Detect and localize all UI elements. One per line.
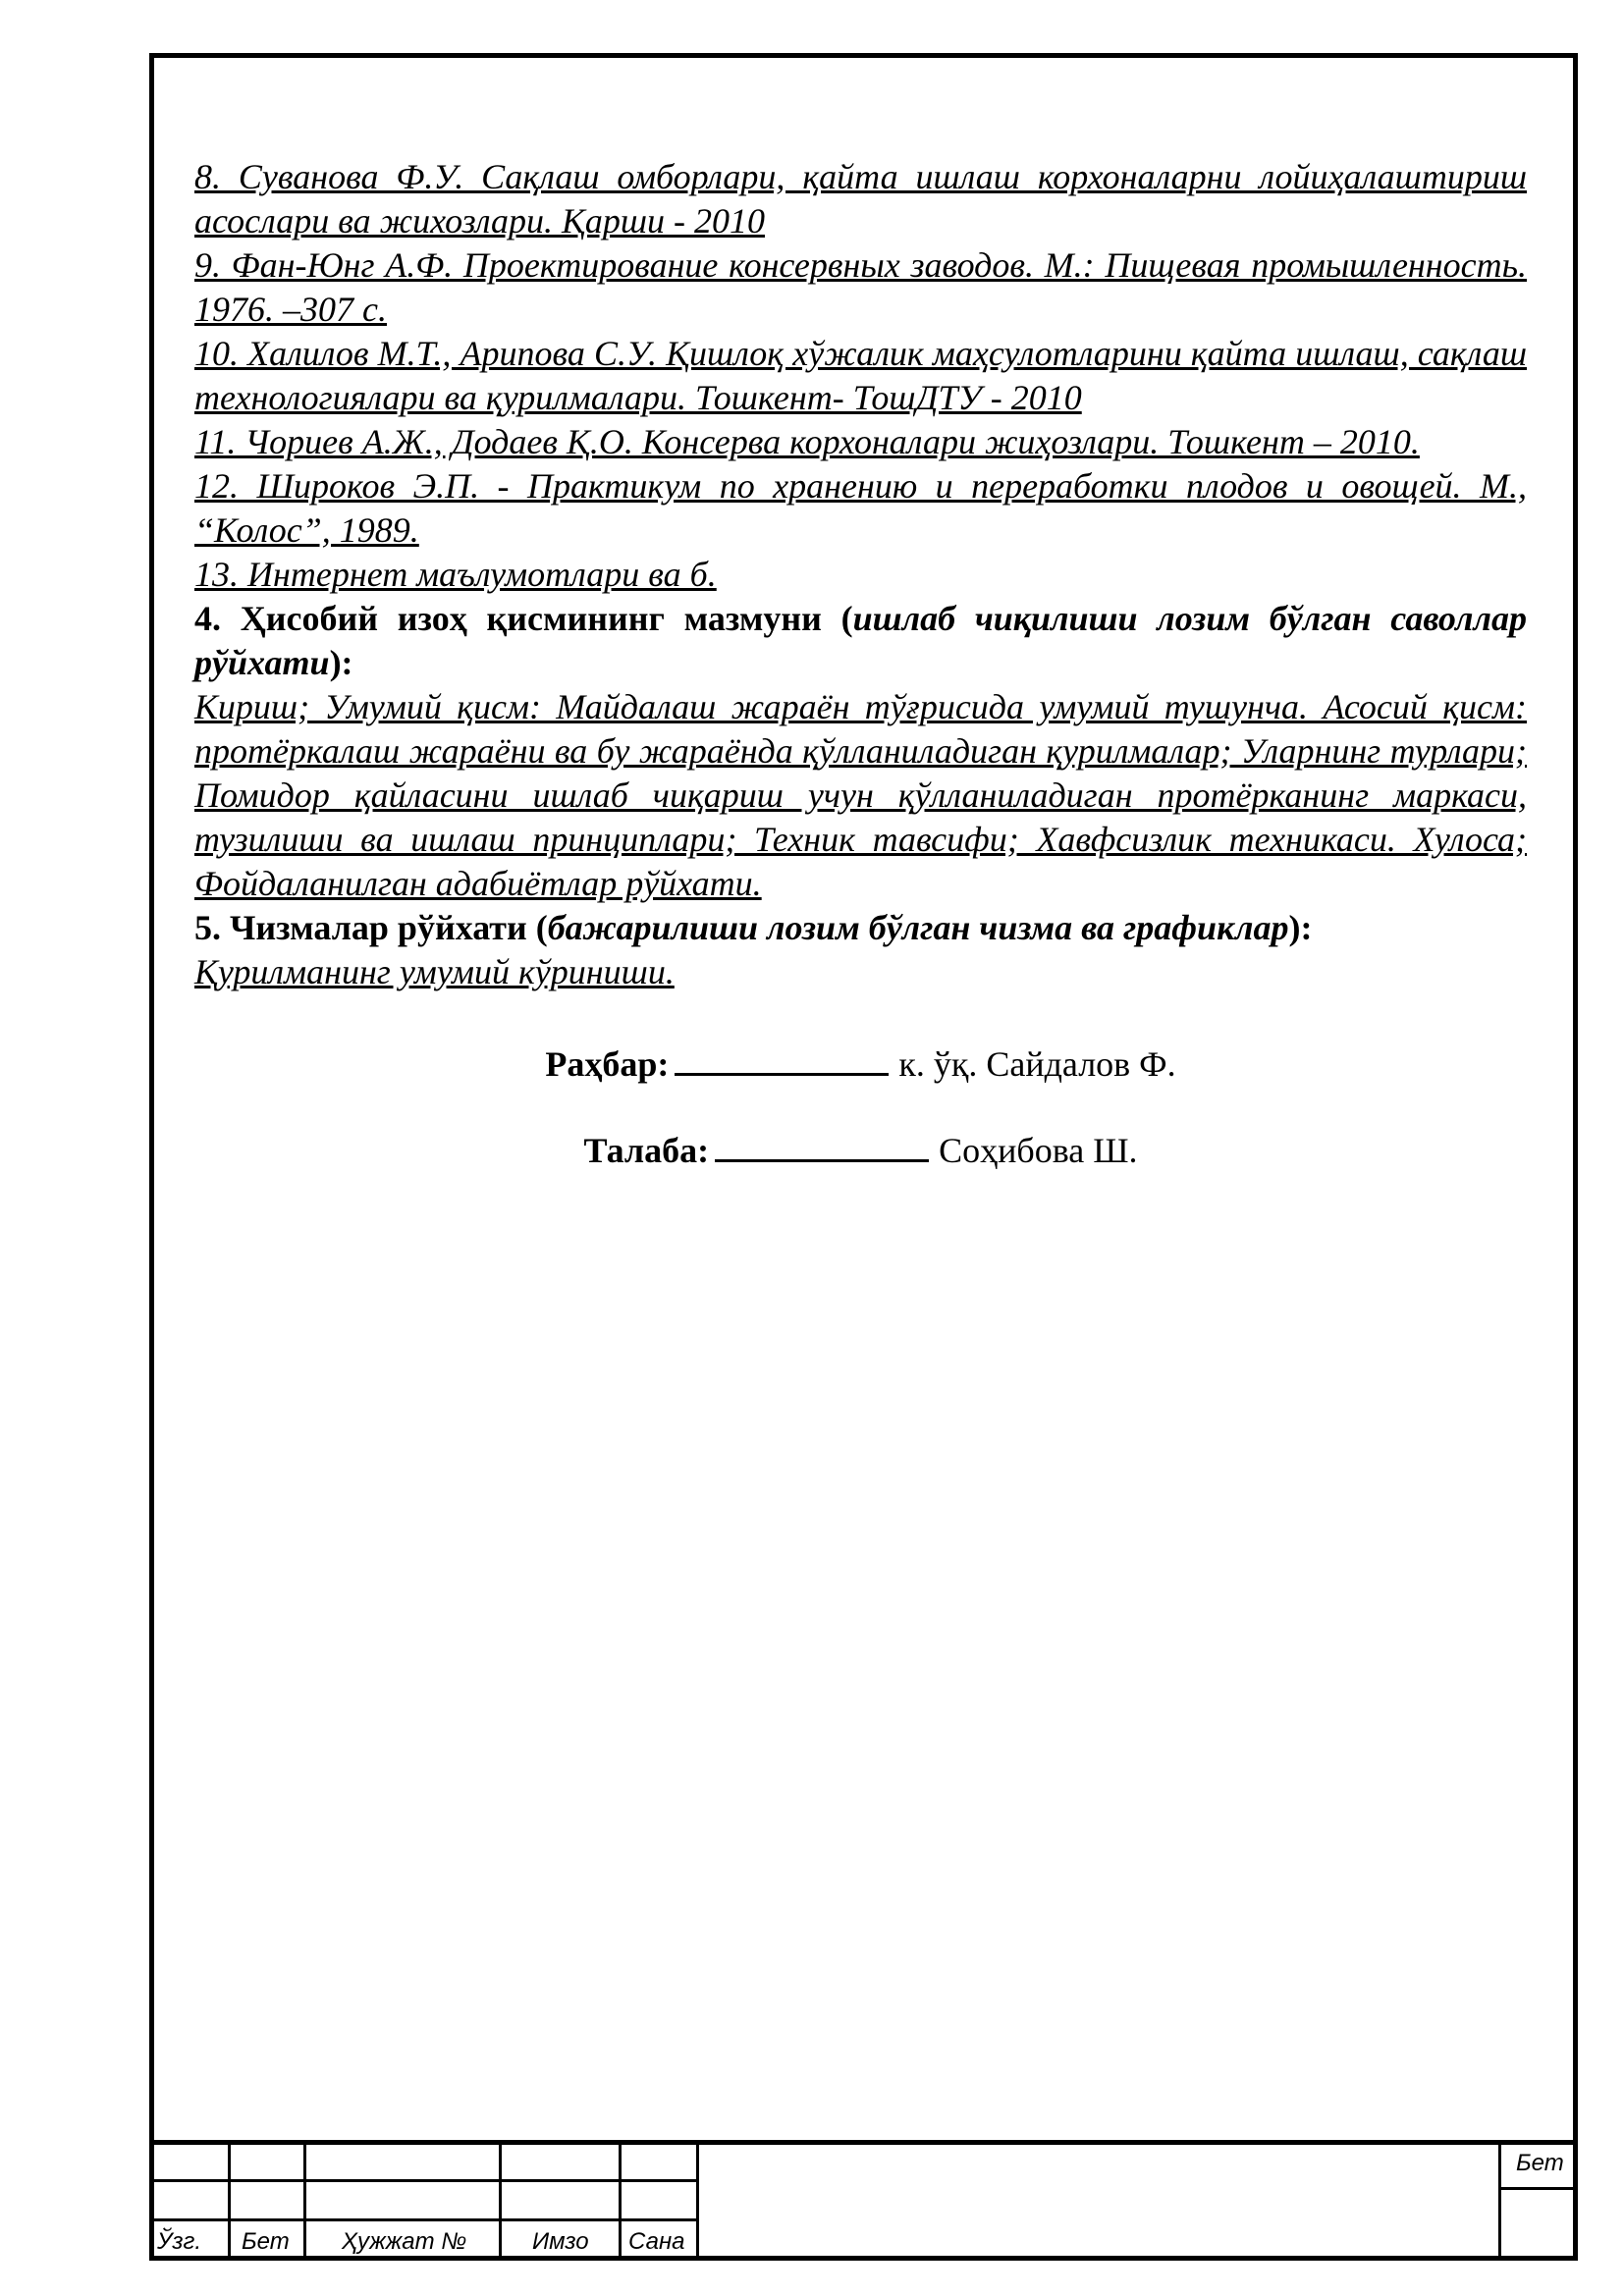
stamp-col-line-2 [303,2140,306,2261]
stamp-label-signature: Имзо [532,2228,589,2255]
stamp-col-line-6 [1498,2140,1501,2261]
reference-item-11: 11. Чориев А.Ж., Додаев Қ.О. Консерва корхоналари жиҳозлари. Тошкент – 2010. [194,422,1420,461]
stamp-label-document-no: Ҳужжат № [342,2228,467,2255]
stamp-label-date: Сана [628,2228,685,2255]
stamp-col-line-4 [619,2140,622,2261]
student-signature-line [715,1128,929,1162]
section-5-heading [194,906,1527,950]
reference-item-13: 13. Интернет маълумотлари ва б. [194,555,717,594]
signature-block [194,1041,1527,1173]
section-5-heading-italic: бажарилиши лозим бўлган чизма ва графиклар [547,908,1289,947]
student-label: Талаба: [583,1131,710,1170]
supervisor-signature-line [675,1041,889,1076]
reference-item-10: 10. Халилов М.Т., Арипова С.У. Қишлоқ хўжалик маҳсулотларини қайта ишлаш, сақлаш технологиялари ва қурилмалари. Тошкент- ТошДТУ - 2010 [194,334,1527,417]
document-body [194,155,1527,1214]
section-5-heading-suffix: ): [1288,908,1313,947]
student-name: Соҳибова Ш. [939,1131,1138,1170]
stamp-row-line-1 [149,2179,699,2182]
supervisor-name: к. ўқ. Сайдалов Ф. [898,1044,1176,1084]
stamp-label-change: Ўзг. [157,2228,201,2255]
reference-item-8: 8. Суванова Ф.У. Сақлаш омборлари, қайта ишлаш корхоналарни лойиҳалаштириш асослари ва жихозлари. Қарши - 2010 [194,157,1527,240]
supervisor-label: Раҳбар: [545,1044,670,1084]
section-4-heading-prefix: 4. Ҳисобий изоҳ қисмининг мазмуни ( [194,599,853,638]
section-4-heading [194,597,1527,685]
student-signature [194,1128,1527,1173]
reference-item-12: 12. Широков Э.П. - Практикум по хранению и переработки плодов и овощей. М., “Колос”, 1989. [194,466,1527,550]
section-5-heading-prefix: 5. Чизмалар рўйхати ( [194,908,548,947]
supervisor-signature [194,1041,1527,1087]
stamp-top-line [149,2140,1578,2145]
section-5-body: Қурилманинг умумий кўриниши. [194,952,675,991]
stamp-label-sheet: Бет [242,2228,290,2255]
stamp-col-line-5 [696,2140,699,2261]
stamp-col-line-3 [499,2140,502,2261]
stamp-col-line-1 [228,2140,231,2261]
section-4-heading-suffix: ): [329,643,353,682]
section-4-body: Кириш; Умумий қисм: Майдалаш жараён тўғрисида умумий тушунча. Асосий қисм: протёркалаш жараёни ва бу жараёнда қўлланиладиган қурилмалар; Уларнинг турлари; Помидор қайласини ишлаб чиқариш учун қўлланиладиган протёрканинг маркаси, тузилиши ва ишлаш принциплари; Техник тавсифи; Хавфсизлик техникаси. Хулоса; Фойдаланилган адабиётлар рўйхати. [194,687,1527,903]
reference-item-9: 9. Фан-Юнг А.Ф. Проектирование консервных заводов. М.: Пищевая промышленность. 1976. –307 с. [194,245,1527,329]
stamp-label-page: Бет [1516,2150,1564,2176]
stamp-row-line-2 [149,2218,699,2221]
section-4-heading-italic: ишлаб чиқилиши лозим бўлган саволлар рўйхати [194,599,1527,682]
stamp-sheet-line [1498,2187,1578,2190]
title-block-stamp [149,2140,1578,2261]
